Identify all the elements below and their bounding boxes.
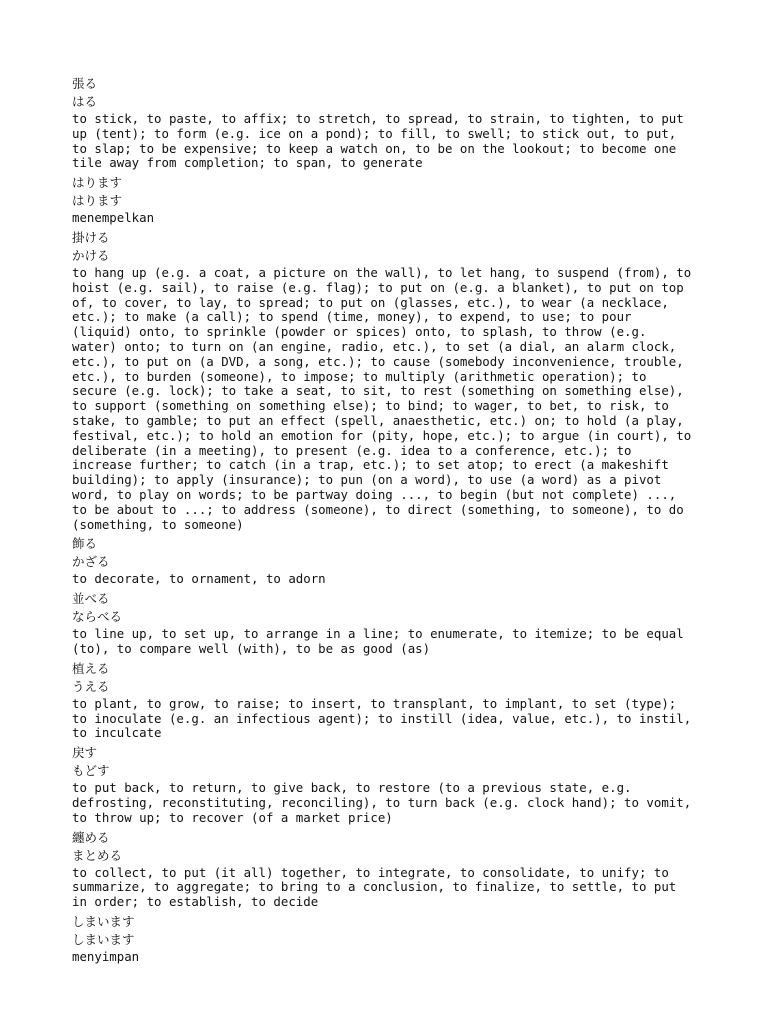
entry-kanji: 掛ける <box>72 229 110 245</box>
vocab-entry-naraberu <box>72 591 712 657</box>
entry-meaning: to collect, to put (it all) together, to integrate, to consolidate, to unify; to summarize, to aggregate; to bring to a conclusion, to finalize, to settle, to put in order; to establish, to decide <box>72 864 677 910</box>
entry-kanji: しまいます <box>72 913 135 929</box>
entry-reading: はる <box>72 94 98 109</box>
entry-meaning: to plant, to grow, to raise; to insert, to transplant, to implant, to set (type); to inoculate (e.g. an infectious agent); to instill (idea, value, etc.), to instil, to inculcate <box>72 695 692 741</box>
entry-reading: はります <box>72 193 123 209</box>
vocabulary-page <box>72 76 712 969</box>
entry-reading: まとめる <box>72 847 123 863</box>
entry-kanji: 張る <box>72 76 98 91</box>
vocab-entry-ueru <box>72 661 712 741</box>
entry-kanji: 並べる <box>72 591 110 607</box>
vocab-entry-harimasu <box>72 175 712 226</box>
entry-meaning: menempelkan <box>72 210 155 226</box>
vocab-entry-kazaru <box>72 536 712 587</box>
entry-kanji: はります <box>72 175 123 191</box>
entry-kanji: 戻す <box>72 745 98 761</box>
entry-reading: うえる <box>72 678 110 694</box>
vocab-entry-shimaimasu <box>72 914 712 965</box>
entry-meaning: to stick, to paste, to affix; to stretch, to spread, to strain, to tighten, to put up (tent); to form (e.g. ice on a pond); to fill, to swell; to stick out, to put, to slap; to be expensive; to keep a watch on, to be on the lookout; to become one tile away from completion; to span, to generate <box>72 111 684 171</box>
entry-reading: しまいます <box>72 931 135 947</box>
vocab-entry-modosu <box>72 745 712 825</box>
entry-meaning: to line up, to set up, to arrange in a line; to enumerate, to itemize; to be equal (to), to compare well (with), to be as good (as) <box>72 626 684 656</box>
entry-kanji: 飾る <box>72 536 98 552</box>
entry-reading: ならべる <box>72 609 123 625</box>
entry-meaning: menyimpan <box>72 948 140 964</box>
entry-reading: もどす <box>72 763 110 779</box>
entry-meaning: to put back, to return, to give back, to restore (to a previous state, e.g. defrosting, reconstituting, reconciling), to turn back (e.g. clock hand); to vomit, to throw up; to recover (of a market price) <box>72 780 692 825</box>
vocab-entry-haru <box>72 76 712 171</box>
entry-meaning: to hang up (e.g. a coat, a picture on the wall), to let hang, to suspend (from), to hoist (e.g. sail), to raise (e.g. flag); to put on (e.g. a blanket), to put on top of, to cover, to lay, to spread; to put on (glasses, etc.), to wear (a necklace, etc.); to make (a call); to spend (time, money), to expend, to use; to pour (liquid) onto, to sprinkle (powder or spices) onto, to splash, to throw (e.g. water) onto; to turn on (an engine, radio, etc.), to set (a dial, an alarm clock, etc.), to put on (a DVD, a song, etc.); to cause (somebody inconvenience, trouble, etc.), to burden (someone), to impose; to multiply (arithmetic operation); to secure (e.g. lock); to take a seat, to sit, to rest (something on something else), to support (something on something else); to bind; to wager, to bet, to risk, to stake, to gamble; to put an effect (spell, anaesthetic, etc.) on; to hold (a play, festival, etc.); to hold an emotion for (pity, hope, etc.); to argue (in court), to deliberate (in a meeting), to present (e.g. idea to a conference, etc.); to increase further; to catch (in a trap, etc.); to set atop; to erect (a makeshift building); to apply (insurance); to pun (on a word), to use (a word) as a pivot word, to play on words; to be partway doing ..., to begin (but not complete) ..., to be about to ...; to address (someone), to direct (something, to someone), to do (something, to someone) <box>72 264 692 532</box>
entry-meaning: to decorate, to ornament, to adorn <box>72 571 326 587</box>
entry-reading: かける <box>72 247 110 263</box>
entry-kanji: 纏める <box>72 829 110 845</box>
entry-reading: かざる <box>72 554 110 570</box>
vocab-entry-matomeru <box>72 830 712 910</box>
vocab-entry-kakeru <box>72 230 712 532</box>
entry-kanji: 植える <box>72 660 110 676</box>
